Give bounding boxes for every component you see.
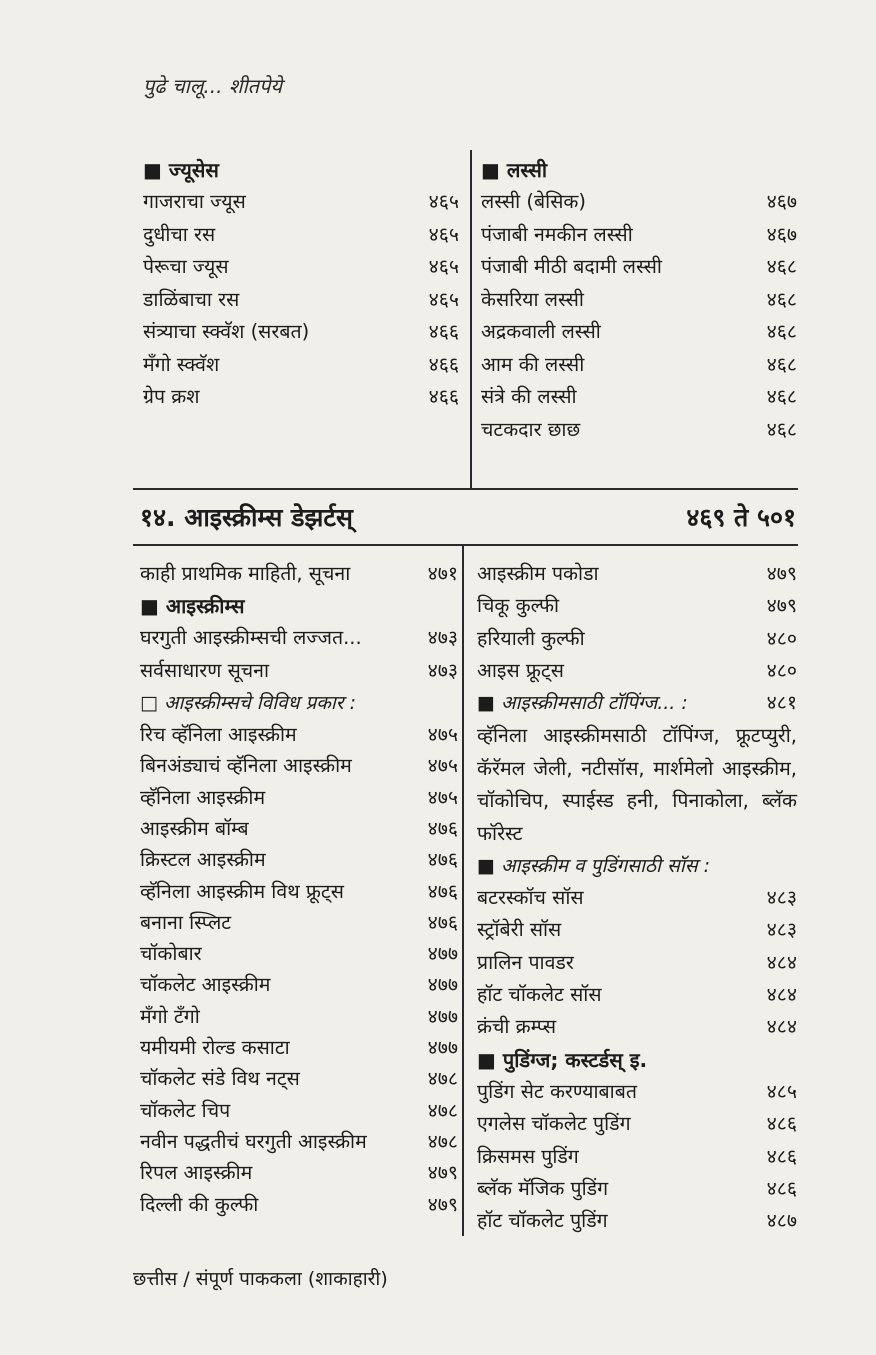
toppings-text: व्हॅनिला आइस्क्रीमसाठी टॉपिंग्ज, फ्रूटप्युरी, कॅरॅमल जेली, नटीसॉस, मार्शमेलो आइस्क्रीम, चॉकोचिप, स्पाईस्ड हनी, पिनाकोला, ब्लॅक फॉरेस्ट (477, 724, 797, 845)
chapter-title: १४. आइस्क्रीम्स डेझर्टस् (140, 503, 353, 532)
entry-label: संत्र्याचा स्क्वॅश (सरबत) (143, 320, 310, 343)
entry-page: ४६८ (766, 320, 797, 343)
entry-page: ४६५ (428, 287, 459, 311)
chapter-rule-bottom (133, 544, 798, 546)
index-entry (140, 719, 458, 751)
entry-page: ४६५ (428, 190, 459, 213)
entry-label: यमीयमी रोल्ड कसाटा (140, 1036, 290, 1059)
index-entry (140, 969, 458, 1001)
entry-label: हरियाली कुल्फी (477, 626, 585, 650)
index-entry (140, 1189, 458, 1221)
index-entry (481, 219, 797, 251)
entry-page: ४६८ (766, 417, 797, 441)
index-entry (140, 1157, 458, 1189)
entry-page: ४७७ (427, 1004, 458, 1028)
entry-page: ४८३ (766, 918, 797, 942)
entry-page: ४८४ (766, 1015, 797, 1039)
entry-page: ४७६ (427, 848, 458, 872)
index-entry (477, 1108, 797, 1140)
index-entry (143, 316, 459, 348)
entry-page: ४७८ (427, 1067, 458, 1091)
index-entry (143, 186, 459, 218)
index-entry (140, 655, 458, 687)
entry-page: ४६६ (428, 320, 459, 343)
page-footer: छत्तीस / संपूर्ण पाककला (शाकाहारी) (133, 1268, 388, 1290)
entry-label: मँगो टँगो (140, 1004, 200, 1028)
entry-page: ४७५ (427, 754, 458, 778)
entry-label: चिकू कुल्फी (477, 594, 560, 618)
entry-label: गाजराचा ज्यूस (143, 190, 246, 213)
icecreams-heading: ■ आइस्क्रीम्स (140, 594, 245, 618)
toppings-page: ४८१ (766, 691, 797, 714)
index-entry (481, 349, 797, 381)
entry-page: ४६५ (428, 222, 459, 246)
juices-heading: ■ ज्यूसेस (143, 158, 219, 182)
entry-page: ४७६ (427, 910, 458, 934)
entry-page: ४७९ (427, 1161, 458, 1185)
entry-label: दिल्ली की कुल्फी (140, 1192, 259, 1216)
entry-page: ४८३ (766, 886, 797, 909)
entry-page: ४७६ (427, 879, 458, 903)
entry-label: रिपल आइस्क्रीम (140, 1161, 253, 1185)
entry-page: ४७८ (427, 1129, 458, 1153)
puddings-heading: ■ पुडिंग्ज; कस्टर्डस् इ. (477, 1048, 648, 1072)
entry-label: प्रालिन पावडर (477, 950, 574, 974)
entry-page: ४८० (766, 626, 797, 650)
entry-label: ब्लॅक मॅजिक पुडिंग (477, 1176, 609, 1200)
entry-label: घरगुती आइस्क्रीम्सची लज्जत... (140, 626, 362, 649)
index-entry (140, 1063, 458, 1095)
entry-page: ४८० (766, 658, 797, 682)
index-entry (477, 979, 797, 1011)
index-entry (477, 558, 797, 590)
entry-page: ४८४ (766, 950, 797, 974)
entry-label: केसरिया लस्सी (481, 287, 584, 311)
entry-page: ४७७ (427, 942, 458, 966)
entry-label: लस्सी (बेसिक) (481, 190, 586, 213)
entry-page: ४६६ (428, 385, 459, 408)
lassi-heading: ■ लस्सी (481, 158, 548, 182)
types-heading: □ आइस्क्रीम्सचे विविध प्रकार : (140, 692, 356, 714)
chapter-rule-top (133, 488, 798, 490)
entry-page: ४८५ (766, 1080, 797, 1103)
index-entry (143, 251, 459, 283)
entry-label: पंजाबी मीठी बदामी लस्सी (481, 255, 662, 278)
entry-page: ४६७ (766, 190, 797, 213)
index-entry (140, 844, 458, 876)
entry-label: आइस्क्रीम बॉम्ब (140, 816, 249, 840)
index-entry (140, 622, 458, 654)
entry-label: आम की लस्सी (481, 352, 585, 376)
entry-label: पेरूचा ज्यूस (143, 255, 229, 278)
entry-label: चॉकलेट संडे विथ नट्स (140, 1067, 300, 1091)
entry-page: ४७९ (766, 594, 797, 618)
toppings-heading (477, 687, 797, 719)
column-divider-top (470, 150, 472, 488)
entry-label: क्रंची क्रम्प्स (477, 1015, 557, 1039)
entry-label: आइस्क्रीम पकोडा (477, 562, 599, 585)
entry-label: बनाना स्प्लिट (140, 910, 232, 934)
running-header: पुढे चालू... शीतपेये (143, 74, 282, 98)
index-entry (140, 750, 458, 782)
index-entry (477, 882, 797, 914)
index-entry (140, 1032, 458, 1064)
index-entry (477, 947, 797, 979)
index-entry (140, 813, 458, 845)
index-entry (481, 186, 797, 218)
index-entry (143, 349, 459, 381)
entry-page: ४७५ (427, 723, 458, 746)
index-entry (477, 1011, 797, 1043)
entry-page: ४८६ (766, 1112, 797, 1136)
entry-page: ४८७ (766, 1209, 797, 1233)
entry-label: डाळिंबाचा रस (143, 287, 240, 311)
index-entry (477, 1173, 797, 1205)
index-entry (477, 590, 797, 622)
entry-page: ४७९ (766, 562, 797, 585)
entry-page: ४७३ (427, 658, 458, 682)
index-entry (140, 1001, 458, 1033)
index-entry (477, 623, 797, 655)
entry-label: हॉट चॉकलेट सॉस (477, 982, 602, 1006)
index-entry (140, 938, 458, 970)
entry-label: क्रिस्टल आइस्क्रीम (140, 848, 266, 872)
entry-label: व्हॅनिला आइस्क्रीम (140, 785, 266, 809)
entry-label: व्हॅनिला आइस्क्रीम विथ फ्रूट्स (140, 879, 344, 903)
entry-page: ४८४ (766, 982, 797, 1006)
intro-entry (140, 558, 458, 590)
entry-label: सर्वसाधारण सूचना (140, 658, 270, 682)
index-entry (481, 251, 797, 283)
entry-label: पंजाबी नमकीन लस्सी (481, 222, 633, 246)
entry-page: ४६८ (766, 352, 797, 376)
entry-label: रिच व्हॅनिला आइस्क्रीम (140, 723, 297, 746)
entry-label: आइस फ्रूट्स (477, 658, 564, 682)
index-entry (140, 1095, 458, 1127)
entry-label: बटरस्कॉच सॉस (477, 886, 584, 909)
entry-label: हॉट चॉकलेट पुडिंग (477, 1209, 608, 1233)
index-entry (477, 1205, 797, 1237)
index-entry (477, 1076, 797, 1108)
entry-page: ४७७ (427, 1036, 458, 1059)
column-divider-bottom (462, 546, 464, 1236)
entry-label: पुडिंग सेट करण्याबाबत (477, 1080, 637, 1103)
entry-page: ४६८ (766, 255, 797, 278)
entry-label: मँगो स्क्वॅश (143, 352, 220, 376)
index-entry (477, 914, 797, 946)
entry-label: क्रिसमस पुडिंग (477, 1144, 579, 1168)
entry-label: चटकदार छाछ (481, 417, 581, 441)
entry-page: ४६५ (428, 255, 459, 278)
entry-label: काही प्राथमिक माहिती, सूचना (140, 562, 351, 585)
entry-page: ४७८ (427, 1098, 458, 1122)
toppings-heading-label: ■ आइस्क्रीमसाठी टॉपिंग्ज... : (477, 692, 688, 714)
index-entry (140, 907, 458, 939)
entry-label: अद्रकवाली लस्सी (481, 320, 601, 343)
entry-label: एगलेस चॉकलेट पुडिंग (477, 1112, 631, 1136)
index-entry (140, 876, 458, 908)
entry-label: ग्रेप क्रश (143, 385, 200, 408)
entry-page: ४६६ (428, 352, 459, 376)
sauce-heading: ■ आइस्क्रीम व पुडिंगसाठी सॉस : (477, 855, 711, 877)
entry-page: ४६८ (766, 385, 797, 408)
entry-label: स्ट्रॉबेरी सॉस (477, 918, 562, 942)
entry-page: ४७९ (427, 1192, 458, 1216)
index-entry (140, 782, 458, 814)
entry-page: ४८६ (766, 1176, 797, 1200)
entry-label: बिनअंड्याचं व्हॅनिला आइस्क्रीम (140, 754, 352, 778)
chapter-page-range: ४६९ ते ५०१ (686, 503, 796, 532)
index-entry (481, 316, 797, 348)
entry-label: चॉकलेट आइस्क्रीम (140, 973, 271, 997)
index-entry (481, 381, 797, 413)
entry-page: ४८६ (766, 1144, 797, 1168)
index-entry (140, 1126, 458, 1158)
entry-page: ४७५ (427, 785, 458, 809)
entry-label: चॉकोबार (140, 942, 202, 966)
entry-page: ४७१ (427, 562, 458, 585)
entry-label: चॉकलेट चिप (140, 1098, 231, 1122)
index-entry (481, 414, 797, 446)
index-entry (143, 219, 459, 251)
entry-label: नवीन पद्धतीचं घरगुती आइस्क्रीम (140, 1129, 367, 1153)
entry-page: ४६८ (766, 287, 797, 311)
index-entry (143, 284, 459, 316)
index-entry (143, 381, 459, 413)
entry-page: ४७६ (427, 816, 458, 840)
index-entry (481, 284, 797, 316)
entry-page: ४६७ (766, 222, 797, 246)
entry-label: संत्रे की लस्सी (481, 385, 577, 408)
index-entry (477, 1141, 797, 1173)
entry-page: ४७७ (427, 973, 458, 997)
index-entry (477, 655, 797, 687)
entry-label: दुधीचा रस (143, 222, 216, 246)
entry-page: ४७३ (427, 626, 458, 649)
